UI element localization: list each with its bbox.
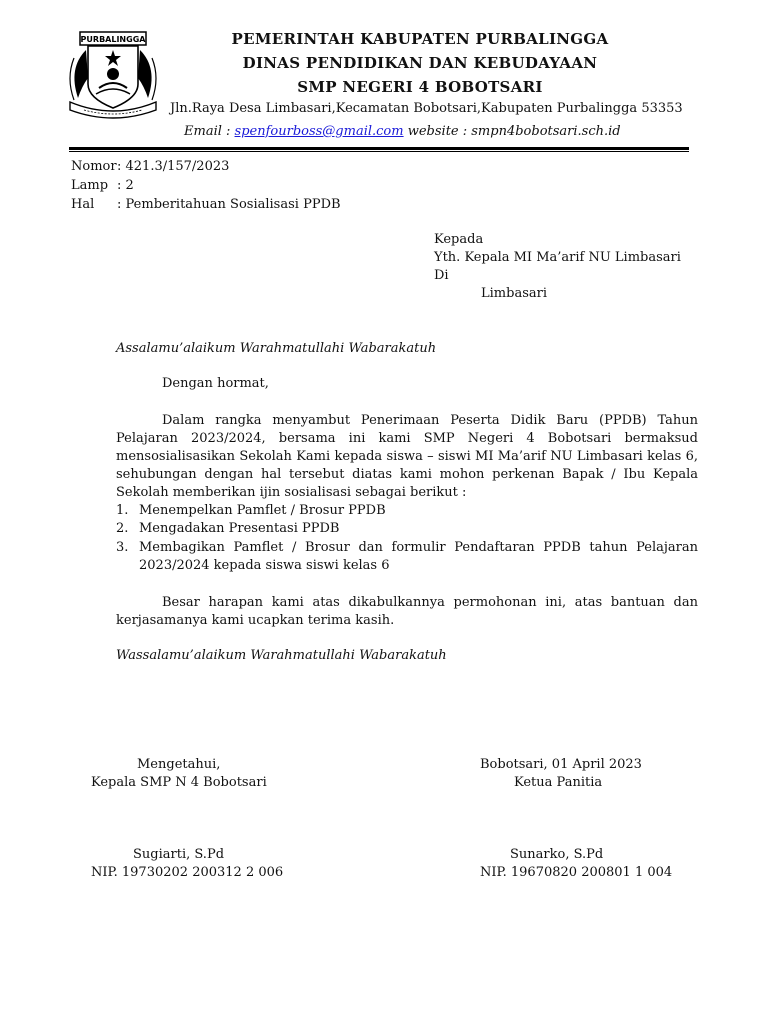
left-signature-heading: Mengetahui, [137,757,221,772]
website-label: website : [403,124,472,139]
body-paragraph-2 [116,594,698,630]
list-item-number: 2. [116,521,129,536]
reference-lamp [71,178,134,193]
paragraph-1-text: Dalam rangka menyambut Penerimaan Peserta Didik Baru (PPDB) Tahun Pelajaran 2023/2024, bersama ini kami SMP Negeri 4 Bobotsari bermaksud mensosialisasikan Sekolah Kami kepada siswa – siswi MI Ma’arif NU Limbasari kelas 6, sehubungan dengan hal tersebut diatas kami mohon perkenan Bapak / Ibu Kepala Sekolah memberikan ijin sosialisasi sebagai berikut : [116,413,698,500]
recipient-place: Limbasari [481,286,547,301]
left-signature-name: Sugiarti, S.Pd [133,847,225,862]
lamp-label: Lamp [71,178,109,193]
left-signature-nip: NIP. 19730202 200312 2 006 [91,865,284,880]
right-signature-role: Ketua Panitia [514,775,603,790]
letterhead-department: DINAS PENDIDIKAN DAN KEBUDAYAAN [242,54,598,72]
list-item-number: 1. [116,503,129,518]
lamp-value: : 2 [117,178,134,193]
body-paragraph-1 [116,412,698,502]
letterhead-school: SMP NEGERI 4 BOBOTSARI [297,78,543,96]
paragraph-2-text: Besar harapan kami atas dikabulkannya permohonan ini, atas bantuan dan kerjasamanya kami ucapkan terima kasih. [116,595,698,628]
reference-nomor [71,159,229,174]
right-signature-nip: NIP. 19670820 200801 1 004 [480,865,673,880]
list-item-text: Membagikan Pamflet / Brosur dan formulir Pendaftaran PPDB tahun Pelajaran 2023/2024 kepada siswa siswi kelas 6 [139,540,698,573]
closing-greeting: Wassalamu’alaikum Warahmatullahi Wabarakatuh [116,648,447,663]
hal-label: Hal [71,197,95,212]
recipient-di: Di [434,268,449,283]
letterhead-divider-thin [69,151,689,152]
left-signature-role: Kepala SMP N 4 Bobotsari [91,775,267,790]
nomor-value: : 421.3/157/2023 [117,159,230,174]
list-item-text: Menempelkan Pamflet / Brosur PPDB [139,503,386,518]
email-link[interactable]: spenfourboss@gmail.com [234,124,404,139]
right-signature-name: Sunarko, S.Pd [510,847,604,862]
letterhead-divider-thick [69,147,689,150]
recipient-kepada: Kepada [434,232,484,247]
hal-value: : Pemberitahuan Sosialisasi PPDB [117,197,341,212]
nomor-label: Nomor [71,159,117,174]
list-item [116,539,698,575]
email-label: Email : [184,124,235,139]
letterhead-address: Jln.Raya Desa Limbasari,Kecamatan Bobotsari,Kabupaten Purbalingga 53353 [170,101,683,116]
logo-text: PURBALINGGA [80,35,146,44]
list-item-text: Mengadakan Presentasi PPDB [139,521,340,536]
recipient-name: Yth. Kepala MI Ma’arif NU Limbasari [434,250,681,265]
opening-greeting: Assalamu’alaikum Warahmatullahi Wabarakatuh [116,341,437,356]
list-item-number: 3. [116,540,129,555]
website-text: smpn4bobotsari.sch.id [471,124,621,139]
list-item [116,520,698,538]
letterhead-government: PEMERINTAH KABUPATEN PURBALINGGA [231,30,609,48]
list-item [116,502,698,520]
salutation: Dengan hormat, [162,376,269,391]
right-signature-place-date: Bobotsari, 01 April 2023 [480,757,642,772]
reference-hal [71,197,341,212]
letterhead-contact [184,124,621,139]
